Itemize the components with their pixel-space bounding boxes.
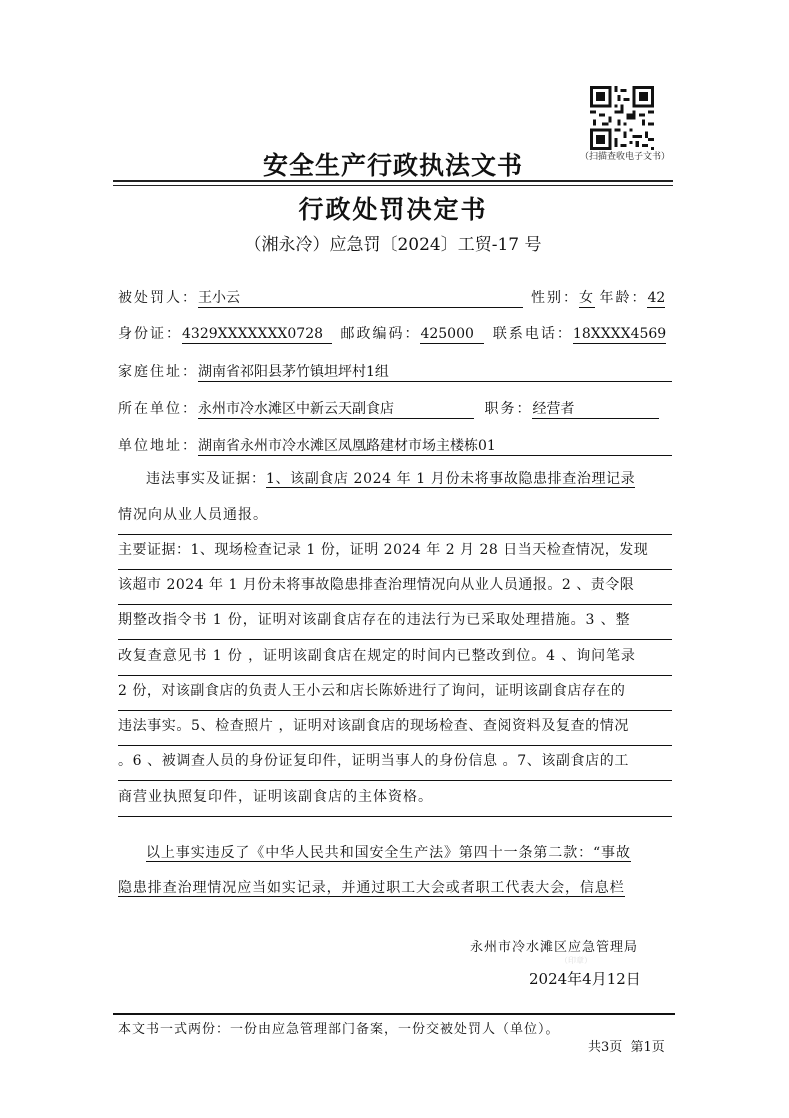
body-line: 期整改指令书 1 份，证明对该副食店存在的违法行为已采取处理措施。3 、整 [118, 605, 672, 640]
body-line-text: 以上事实违反了《中华人民共和国安全生产法》第四十一条第二款：“事故 [146, 845, 631, 861]
gender-label: 性别： [531, 290, 579, 306]
document-title: 行政处罚决定书 [298, 195, 488, 224]
body-line: 违法事实。5、检查照片 ，证明对该副食店的现场检查、查阅资料及复查的情况 [118, 711, 672, 746]
party-name-row [118, 288, 523, 308]
employer-address-value: 湖南省永州市冷水滩区凤凰路建材市场主楼栋01 [198, 437, 672, 456]
home-address-label: 家庭住址： [118, 364, 198, 380]
party-name-label: 被处罚人： [118, 290, 198, 306]
home-address-value: 湖南省祁阳县茅竹镇坦坪村1组 [198, 363, 672, 382]
document-number: （湘永冷）应急罚〔2024〕工贸-17 号 [244, 235, 542, 255]
age-value: 42 [647, 290, 666, 306]
title-divider [113, 180, 673, 182]
body-line: 2 份，对该副食店的负责人王小云和店长陈娇进行了询问，证明该副食店存在的 [118, 676, 672, 711]
postcode-label: 邮政编码： [340, 326, 421, 342]
body-line: 。6 、被调查人员的身份证复印件，证明当事人的身份信息 。7、该副食店的工 [118, 746, 672, 781]
body-line: 情况向从业人员通报。 [118, 500, 672, 535]
position-label: 职务： [484, 401, 533, 417]
phone-label: 联系电话： [492, 326, 573, 342]
postcode-value: 425000 [420, 325, 484, 344]
body-line: 主要证据：1、现场检查记录 1 份，证明 2024 年 2 月 28 日当天检查情况，发现 [118, 535, 672, 570]
position-value: 经营者 [532, 400, 659, 419]
employer-label: 所在单位： [118, 401, 198, 417]
copies-note: 本文书一式两份：一份由应急管理部门备案，一份交被处罚人（单位）。 [118, 1022, 560, 1037]
id-label: 身份证： [118, 326, 182, 342]
id-value: 4329XXXXXXX0728 [182, 325, 332, 344]
body-line: 该超市 2024 年 1 月份未将事故隐患排查治理情况向从业人员通报。2 、责令限 [118, 570, 672, 605]
phone-value: 18XXXX4569 [572, 326, 667, 342]
document-category-title: 安全生产行政执法文书 [262, 151, 523, 180]
employer-row [118, 399, 659, 419]
page-indicator: 共3页 第1页 [588, 1040, 665, 1055]
gender-age-row [531, 288, 665, 308]
issue-date: 2024年4月12日 [529, 970, 641, 988]
legal-basis-line [118, 873, 672, 907]
body-line-text: 隐患排查治理情况应当如实记录，并通过职工大会或者职工代表大会，信息栏 [118, 880, 625, 896]
body-line-text: 1、该副食店 2024 年 1 月份未将事故隐患排查治理记录 [266, 471, 636, 487]
contact-row [118, 324, 666, 344]
body-line: 改复查意见书 1 份 ，证明该副食店在规定的时间内已整改到位。4 、询问笔录 [118, 641, 672, 676]
employer-value: 永州市冷水滩区中新云天副食店 [198, 400, 474, 419]
seal-placeholder: （印章） [560, 956, 592, 965]
facts-line [118, 464, 672, 498]
age-label: 年龄： [599, 290, 648, 306]
qr-code-icon[interactable] [590, 86, 654, 150]
employer-address-row [118, 436, 672, 456]
employer-address-label: 单位地址： [118, 438, 198, 454]
qr-caption: （扫描查收电子文书） [579, 152, 670, 162]
body-line: 商营业执照复印件，证明该副食店的主体资格。 [118, 782, 672, 817]
title-divider-thin [113, 185, 673, 186]
legal-basis-line [118, 838, 672, 872]
home-address-row [118, 362, 672, 382]
gender-value: 女 [579, 290, 593, 306]
issuing-agency: 永州市冷水滩区应急管理局 [470, 940, 639, 955]
party-name-value: 王小云 [198, 289, 523, 308]
facts-label: 违法事实及证据： [146, 471, 266, 487]
footer-divider [113, 1013, 675, 1015]
